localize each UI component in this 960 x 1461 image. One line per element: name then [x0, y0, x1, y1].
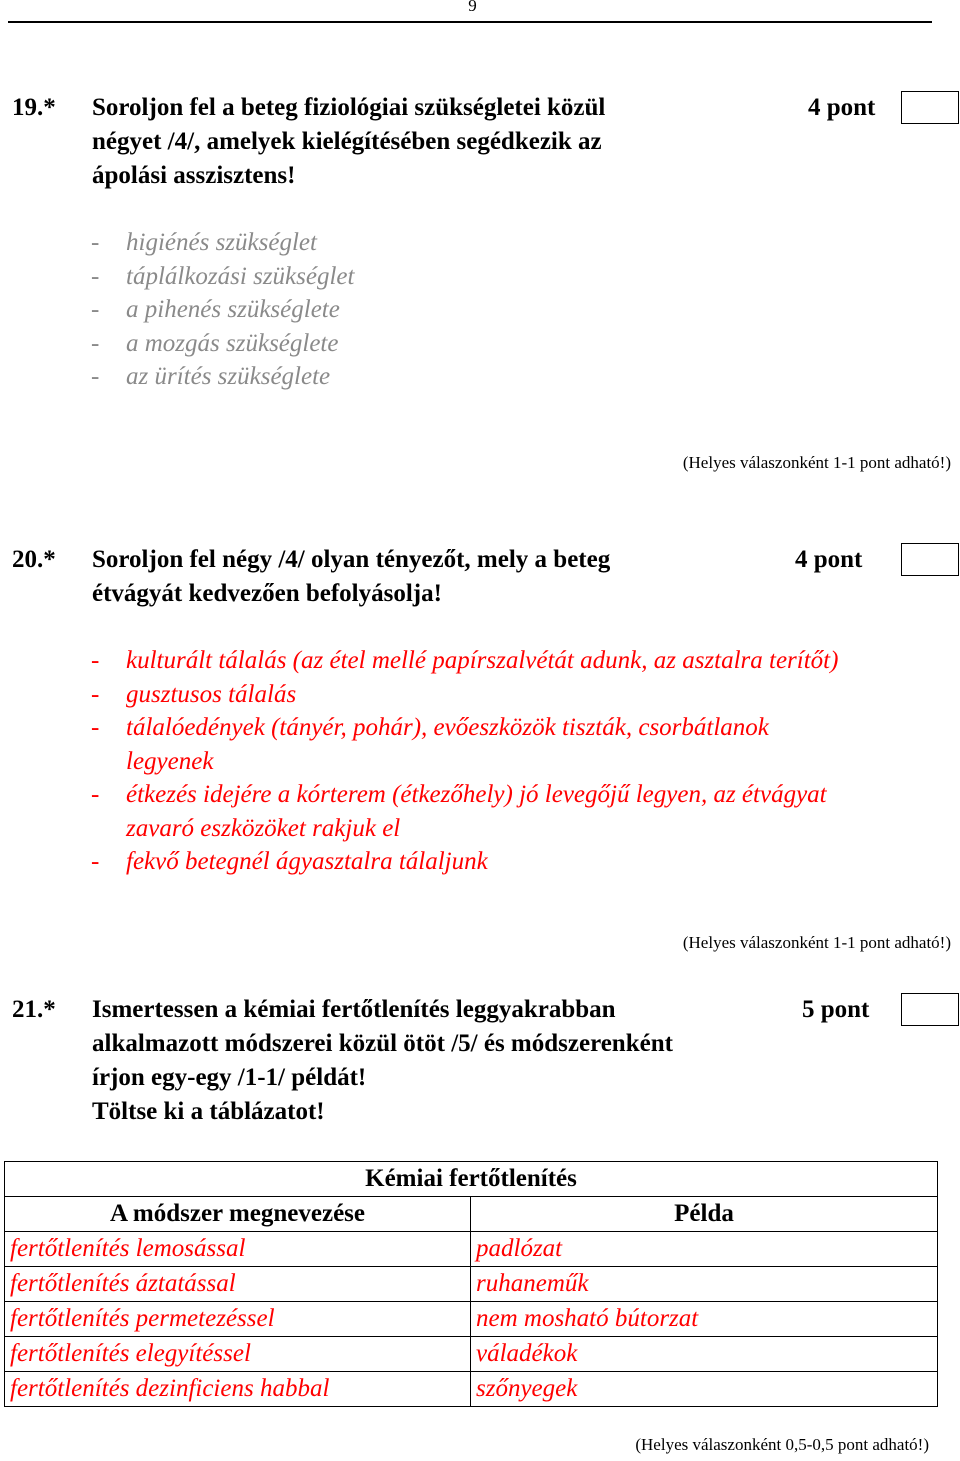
- q21-scoring-note: (Helyes válaszonként 0,5-0,5 pont adható!): [635, 1435, 929, 1454]
- q19-line: ápolási asszisztens!: [92, 162, 296, 189]
- dash: -: [91, 229, 100, 256]
- dash: -: [91, 363, 100, 390]
- q19-points: 4 pont: [808, 94, 876, 121]
- table-row: [5, 1267, 938, 1302]
- dash: -: [91, 848, 100, 875]
- dash: -: [91, 647, 100, 674]
- q21-points: 5 pont: [802, 996, 870, 1023]
- dash: -: [91, 262, 100, 290]
- list-item: - az ürítés szükséglete: [91, 360, 791, 394]
- example-cell: szőnyegek: [471, 1372, 938, 1407]
- list-item: - gusztusos tálalás: [91, 678, 951, 712]
- method-cell: fertőtlenítés lemosással: [5, 1232, 471, 1267]
- q20-answers: [91, 644, 951, 879]
- example-cell: ruhaneműk: [471, 1267, 938, 1302]
- table-row: [5, 1302, 938, 1337]
- table-row: [5, 1232, 938, 1267]
- q21-score-box[interactable]: [901, 993, 959, 1026]
- list-item: - étkezés idejére a kórterem (étkezőhely) jó levegőjű legyen, az étvágyat zavaró eszközöket rakjuk el: [91, 778, 951, 845]
- list-item: - a mozgás szükséglete: [91, 327, 791, 361]
- q19-number: 19.*: [12, 94, 56, 121]
- q20-points: 4 pont: [795, 546, 863, 573]
- dash: -: [91, 680, 100, 708]
- list-item: - a pihenés szükséglete: [91, 293, 791, 327]
- q20-score-box[interactable]: [901, 543, 959, 576]
- table-title: Kémiai fertőtlenítés: [5, 1162, 938, 1197]
- list-item: - kulturált tálalás (az étel mellé papírszalvétát adunk, az asztalra terítőt): [91, 644, 951, 678]
- column-header-example: Példa: [471, 1197, 938, 1232]
- q21-line: Töltse ki a táblázatot!: [92, 1098, 325, 1125]
- method-cell: fertőtlenítés permetezéssel: [5, 1302, 471, 1337]
- q20-line: Soroljon fel négy /4/ olyan tényezőt, mely a beteg: [92, 546, 611, 573]
- list-item: - táplálkozási szükséglet: [91, 260, 791, 294]
- method-cell: fertőtlenítés dezinficiens habbal: [5, 1372, 471, 1407]
- method-cell: fertőtlenítés elegyítéssel: [5, 1337, 471, 1372]
- example-cell: váladékok: [471, 1337, 938, 1372]
- dash: -: [91, 296, 100, 323]
- q19-text: [92, 91, 782, 193]
- q21-text: [92, 993, 782, 1129]
- q19-line: négyet /4/, amelyek kielégítésében segédkezik az: [92, 128, 602, 155]
- page-number: 9: [468, 0, 477, 15]
- q21-line: alkalmazott módszerei közül ötöt /5/ és módszerenként: [92, 1030, 673, 1057]
- method-cell: fertőtlenítés áztatással: [5, 1267, 471, 1302]
- dash: -: [91, 714, 100, 741]
- example-cell: padlózat: [471, 1232, 938, 1267]
- q20-line: étvágyát kedvezően befolyásolja!: [92, 580, 442, 607]
- q21-line: írjon egy-egy /1-1/ példát!: [92, 1064, 367, 1091]
- dash: -: [91, 329, 100, 357]
- table-row: [5, 1337, 938, 1372]
- disinfection-table: [4, 1161, 938, 1407]
- table-title-row: [5, 1162, 938, 1197]
- column-header-method: A módszer megnevezése: [5, 1197, 471, 1232]
- q19-scoring-note: (Helyes válaszonként 1-1 pont adható!): [682, 453, 951, 472]
- list-item: - higiénés szükséglet: [91, 226, 791, 260]
- q20-number: 20.*: [12, 546, 56, 573]
- list-item: - fekvő betegnél ágyasztalra tálaljunk: [91, 845, 951, 879]
- q19-score-box[interactable]: [901, 91, 959, 124]
- example-cell: nem mosható bútorzat: [471, 1302, 938, 1337]
- q20-scoring-note: (Helyes válaszonként 1-1 pont adható!): [682, 933, 951, 952]
- table-row: [5, 1372, 938, 1407]
- q20-text: [92, 543, 782, 611]
- dash: -: [91, 781, 100, 808]
- header-rule: [8, 21, 932, 23]
- q19-answers: [91, 226, 791, 394]
- table-header-row: [5, 1197, 938, 1232]
- q19-line: Soroljon fel a beteg fiziológiai szükségletei közül: [92, 94, 606, 121]
- q21-line: Ismertessen a kémiai fertőtlenítés leggyakrabban: [92, 996, 616, 1023]
- q21-number: 21.*: [12, 996, 56, 1023]
- list-item: - tálalóedények (tányér, pohár), evőeszközök tiszták, csorbátlanok legyenek: [91, 711, 951, 778]
